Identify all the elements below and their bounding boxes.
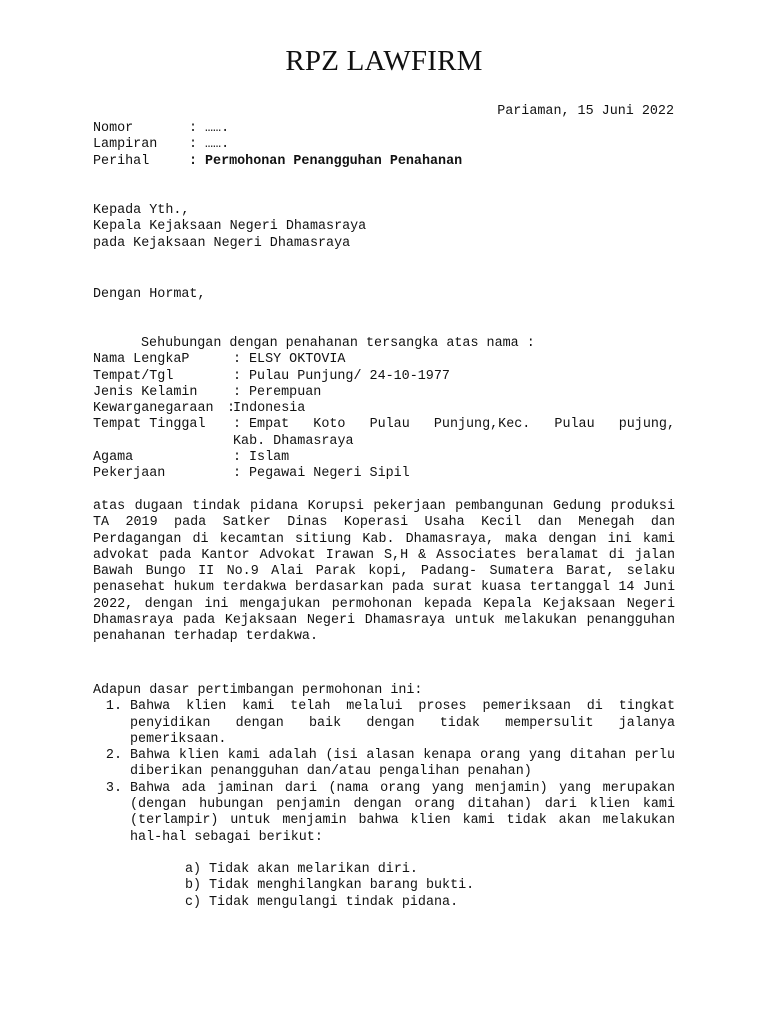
identity-label: Nama LengkaP: [93, 352, 190, 368]
identity-label: Pekerjaan: [93, 466, 166, 482]
identity-value: Empat Koto Pulau Punjung,Kec. Pulau pujung,: [249, 417, 675, 433]
identity-label: Tempat Tinggal: [93, 417, 206, 433]
identity-value: ELSY OKTOVIA: [249, 352, 346, 368]
considerations-heading: Adapun dasar pertimbangan permohonan ini:: [93, 683, 423, 698]
identity-row: Tempat/Tgl : Pulau Punjung/ 24-10-1977: [93, 368, 450, 384]
intro-line: Sehubungan dengan penahanan tersangka atas nama :: [141, 336, 535, 351]
place-date: Pariaman, 15 Juni 2022: [497, 104, 674, 119]
list-text: Bahwa ada jaminan dari (nama orang yang menjamin) yang merupakan (dengan hubungan penjamin dengan orang ditahan) dari klien kami (terlampir) untuk menjamin bahwa klien kami tidak akan melakukan hal-hal sebagai berikut:: [130, 780, 675, 845]
address-continuation: Kab. Dhamasraya: [233, 433, 354, 449]
recipient-block: [93, 203, 675, 252]
identity-row: Tempat Tinggal : Empat Koto Pulau Punjung,Kec. Pulau pujung,: [93, 417, 675, 433]
meta-value: …….: [205, 137, 230, 153]
sub-list-item: [93, 878, 675, 894]
identity-row: Kewarganegaraan : Indonesia: [93, 401, 306, 417]
sub-list-text: Tidak menghilangkan barang bukti.: [209, 878, 475, 894]
identity-row: Nama LengkaP : ELSY OKTOVIA: [93, 352, 346, 368]
list-number: 1.: [105, 699, 122, 715]
list-text: Bahwa klien kami telah melalui proses pemeriksaan di tingkat penyidikan dengan baik dengan tidak mempersulit jalanya pemeriksaan.: [130, 699, 675, 747]
list-item: [93, 699, 675, 748]
meta-value: …….: [205, 121, 230, 136]
meta-label: Perihal: [93, 153, 150, 169]
identity-label: Kewarganegaraan: [93, 401, 214, 417]
list-text: Bahwa klien kami adalah (isi alasan kenapa orang yang ditahan perlu diberikan penangguhan dan/atau pengalihan penahan): [130, 748, 675, 780]
greeting: Dengan Hormat,: [93, 287, 206, 302]
identity-value: Pulau Punjung/ 24-10-1977: [249, 368, 450, 384]
identity-block: [93, 336, 675, 483]
letter-meta: [93, 121, 675, 170]
list-number: 3.: [105, 780, 122, 796]
meta-row-lampiran: Lampiran : …….: [93, 137, 230, 153]
identity-label: Jenis Kelamin: [93, 384, 198, 400]
meta-label: Lampiran: [93, 137, 158, 153]
meta-value-subject: Permohonan Penangguhan Penahanan: [205, 153, 463, 169]
identity-label: Agama: [93, 450, 134, 466]
sub-list-text: Tidak akan melarikan diri.: [209, 861, 418, 877]
list-number: 2.: [105, 748, 122, 764]
sub-list-letter: a): [185, 861, 202, 877]
body-paragraph: atas dugaan tindak pidana Korupsi pekerjaan pembangunan Gedung produksi TA 2019 pada Satker Dinas Koperasi Usaha Kecil dan Menegah dan Perdagangan di kecamtan sitiung Kab. Dhamasraya, maka dengan ini kami advokat pada Kantor Advokat Irawan S,H & Associates beralamat di jalan Bawah Bungo II No.9 Alai Parak kopi, Padang- Sumatera Barat, selaku penasehat hukum terdakwa berdasarkan pada surat kuasa tertanggal 14 Juni 2022, dengan ini mengajukan permohonan kepada Kepala Kejaksaan Negeri Dhamasraya pada Kejaksaan Negeri Dhamasraya untuk melakukan penangguhan penahanan terhadap terdakwa.: [93, 499, 675, 645]
considerations-block: [93, 683, 675, 911]
list-item: [93, 748, 675, 781]
identity-row: Jenis Kelamin : Perempuan: [93, 384, 322, 400]
sub-list-letter: b): [185, 878, 202, 894]
identity-row: Agama : Islam: [93, 450, 290, 466]
firm-name: RPZ LAWFIRM: [285, 45, 483, 77]
identity-value: Pegawai Negeri Sipil: [249, 466, 410, 482]
sub-list-letter: c): [185, 894, 202, 910]
recipient-line: Kepada Yth.,: [93, 203, 190, 218]
meta-row-perihal: Perihal : Permohonan Penangguhan Penahanan: [93, 153, 463, 169]
meta-label: Nomor: [93, 121, 134, 136]
meta-row-nomor: Nomor : …….: [93, 121, 230, 136]
identity-value: Perempuan: [249, 384, 322, 400]
sub-list-item: [93, 862, 675, 878]
identity-row: Pekerjaan : Pegawai Negeri Sipil: [93, 466, 410, 482]
list-item: [93, 781, 675, 846]
identity-value: Indonesia: [233, 401, 306, 417]
recipient-line: Kepala Kejaksaan Negeri Dhamasraya: [93, 219, 367, 235]
recipient-line: pada Kejaksaan Negeri Dhamasraya: [93, 235, 351, 251]
sub-list-item: [93, 895, 675, 911]
identity-value: Islam: [249, 450, 290, 466]
identity-label: Tempat/Tgl: [93, 368, 174, 384]
sub-list-text: Tidak mengulangi tindak pidana.: [209, 894, 459, 910]
